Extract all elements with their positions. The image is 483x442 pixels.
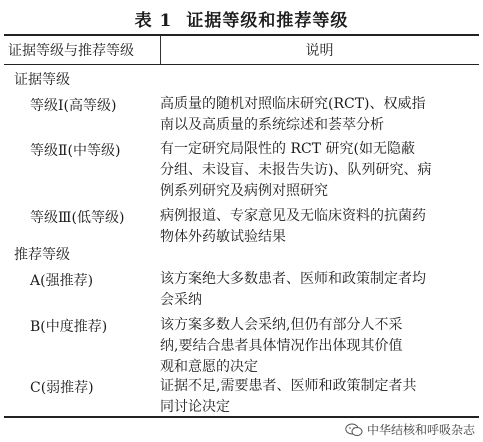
desc-line: 有一定研究局限性的 RCT 研究(如无隐蔽 (160, 141, 415, 157)
desc-line: 病例报道、专家意见及无临床资料的抗菌药 (160, 208, 426, 224)
desc-recommendation-b (160, 315, 474, 378)
desc-line: 物体外药敏试验结果 (160, 229, 286, 245)
level-evidence-3: 等级Ⅲ(低等级) (30, 210, 125, 226)
desc-line: 纳,要结合患者具体情况作出体现其价值 (160, 338, 403, 354)
watermark (345, 421, 475, 438)
bottom-rule (4, 416, 479, 418)
level-recommendation-b: B(中度推荐) (30, 319, 108, 335)
level-recommendation-c: C(弱推荐) (30, 380, 94, 396)
top-rule (4, 34, 479, 36)
header-level: 证据等级与推荐等级 (8, 43, 134, 59)
header-rule (4, 64, 479, 65)
level-evidence-1: 等级Ⅰ(高等级) (30, 98, 117, 114)
level-recommendation-a: A(强推荐) (30, 273, 94, 289)
header-description: 说明 (305, 43, 334, 59)
desc-line: 分组、未设盲、未报告失访)、队列研究、病 (160, 162, 432, 178)
table-title (0, 6, 483, 31)
desc-line: 该方案多数人会采纳,但仍有部分人不采 (160, 317, 403, 333)
desc-line: 高质量的随机对照临床研究(RCT)、权威指 (160, 96, 426, 112)
desc-evidence-3 (160, 206, 474, 248)
desc-line: 南以及高质量的系统综述和荟萃分析 (160, 117, 384, 133)
desc-line: 同讨论决定 (160, 399, 230, 415)
table-number: 表 1 (134, 11, 173, 31)
watermark-text: 中华结核和呼吸杂志 (366, 423, 475, 437)
desc-recommendation-a (160, 269, 474, 311)
desc-line: 证据不足,需要患者、医师和政策制定者共 (160, 378, 417, 394)
section-recommendation-label: 推荐等级 (14, 247, 70, 263)
wechat-icon (345, 423, 363, 437)
desc-line: 例系列研究及病例对照研究 (160, 183, 328, 199)
desc-line: 该方案绝大多数患者、医师和政策制定者均 (160, 271, 426, 287)
desc-recommendation-c (160, 376, 474, 418)
desc-evidence-1 (160, 94, 474, 136)
table-title-text: 证据等级和推荐等级 (186, 11, 349, 31)
level-evidence-2: 等级Ⅱ(中等级) (30, 143, 121, 159)
desc-evidence-2 (160, 139, 474, 202)
desc-line: 观和意愿的决定 (160, 359, 258, 375)
section-evidence-label: 证据等级 (14, 72, 70, 88)
desc-line: 会采纳 (160, 292, 202, 308)
